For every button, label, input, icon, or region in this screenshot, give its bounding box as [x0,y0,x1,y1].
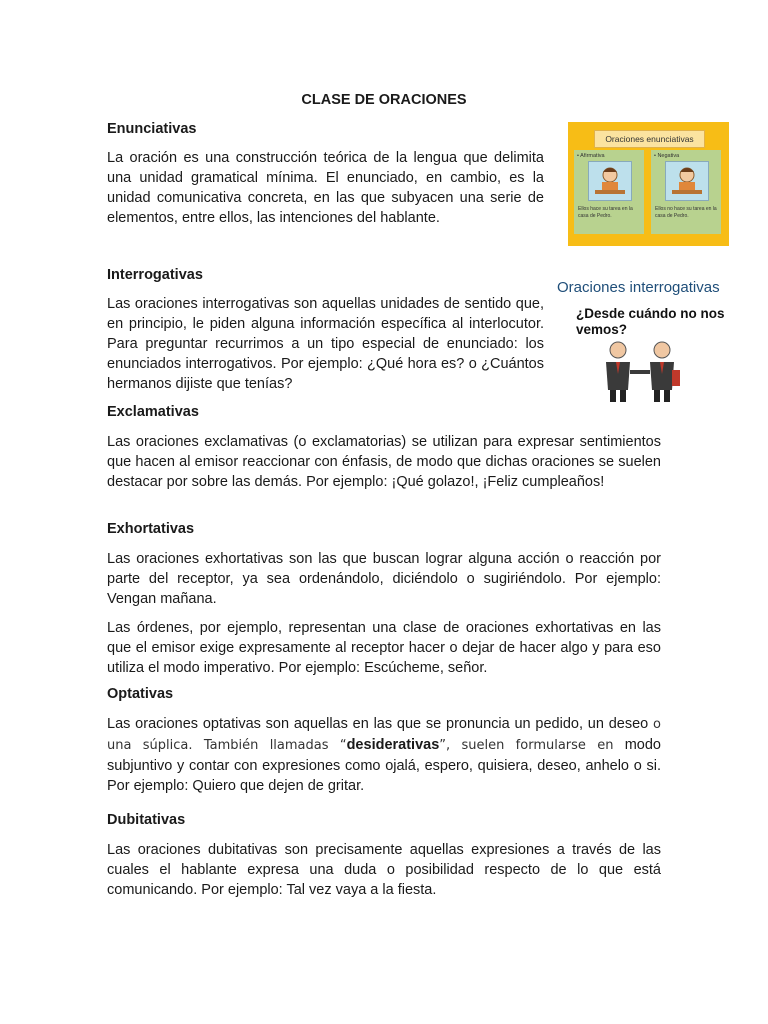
paragraph-dubitativas: Las oraciones dubitativas son precisamente aquellas expresiones a través de las cuales el hablante expresa una duda o posibilidad respecto de lo que está comunicando. Por ejemplo: Tal vez vaya a la fiesta. [107,842,661,898]
optativas-text-desiderativas: desiderativas [346,737,440,753]
figure-interrogativas-caption: Oraciones interrogativas [557,279,720,296]
panel-negativa [651,150,721,234]
panel-afirmativa [574,150,644,234]
child-studying-illustration [588,161,632,201]
figure-enunciativas [568,122,729,246]
optativas-text-e: modo subjuntivo y contar con expresiones como ojalá, espero, quisiera, deseo, anhelo o si. Por ejemplo: Quiero que dejen de gritar. [107,737,661,794]
paragraph-exhortativas-2: Las órdenes, por ejemplo, representan una clase de oraciones exhortativas en las que el emisor exige expresamente al receptor hacer o dejar de hacer algo y para eso utiliza el modo imperativo. Por ejemplo: Escúcheme, señor. [107,620,661,676]
two-men-talking-illustration [596,338,686,404]
label-afirmativa: • Afirmativa [577,153,605,159]
heading-dubitativas: Dubitativas [107,812,186,828]
paragraph-exhortativas-1: Las oraciones exhortativas son las que buscan lograr alguna acción o reacción por parte del receptor, ya sea ordenándolo, diciéndolo o sugiriéndolo. Por ejemplo: Vengan mañana. [107,551,661,607]
figure-interrogativas-question: ¿Desde cuándo no nos vemos? [576,306,725,337]
optativas-text-b: o una súplica. También llamadas “ [107,717,661,753]
label-negativa: • Negativa [654,153,680,159]
heading-exclamativas: Exclamativas [107,404,199,420]
page-title: CLASE DE ORACIONES [301,92,467,108]
optativas-text-d: ”, suelen formularse en [439,738,614,753]
text-afirmativa: Ellos hace su tarea en la casa de Pedro. [578,206,633,219]
child-studying-illustration [665,161,709,201]
optativas-text-a: Las oraciones optativas son aquellas en las que se pronuncia un pedido, un deseo [107,716,649,732]
paragraph-interrogativas: Las oraciones interrogativas son aquellas unidades de sentido que, en principio, le piden alguna información específica al interlocutor. Para preguntar recurrimos a un tipo especial de enunciado: los enunciados interrogativos. Por ejemplo: ¿Qué hora es? o ¿Cuántos hermanos dijiste que tenías? [107,296,544,392]
heading-exhortativas: Exhortativas [107,521,195,537]
figure-enunciativas-caption: Oraciones enunciativas [594,130,705,148]
paragraph-exclamativas: Las oraciones exclamativas (o exclamatorias) se utilizan para expresar sentimientos que hacen al emisor reaccionar con énfasis, de modo que dichas oraciones se suelen destacar por sobre las demás. Por ejemplo: ¡Qué golazo!, ¡Feliz cumpleaños! [107,434,661,490]
heading-optativas: Optativas [107,686,174,702]
heading-enunciativas: Enunciativas [107,121,197,137]
heading-interrogativas: Interrogativas [107,267,203,283]
text-negativa: Ellos no hace su tarea en la casa de Pedro. [655,206,717,219]
paragraph-enunciativas: La oración es una construcción teórica de la lengua que delimita una unidad gramatical mínima. El enunciado, en cambio, es la unidad comunicativa concreta, en las que subyacen una serie de elementos, entre ellos, las intenciones del hablante. [107,150,544,226]
paragraph-optativas [107,714,661,796]
